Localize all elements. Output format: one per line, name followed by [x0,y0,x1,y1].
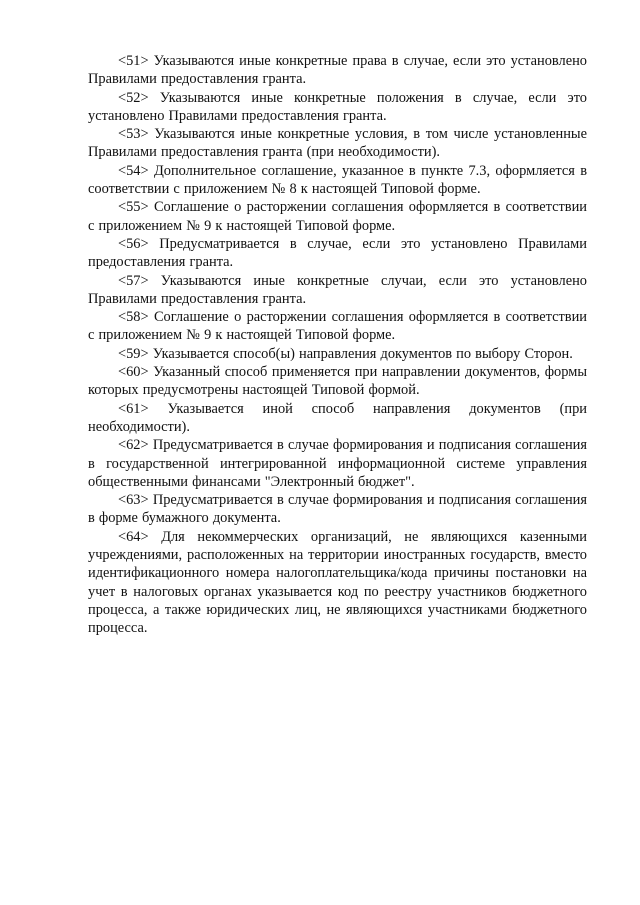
footnote-marker: <64> [118,528,149,545]
footnote-marker: <61> [118,400,149,417]
footnote-text: Предусматривается в случае, если это установлено Правилами предоставления гранта. [88,235,587,271]
footnote-text: Соглашение о расторжении соглашения оформляется в соответствии с приложением № 9 к настоящей Типовой форме. [88,199,587,234]
footnote-marker: <54> [118,162,149,179]
footnote-marker: <52> [118,89,149,106]
footnote-53 [88,125,587,162]
footnote-52 [88,89,587,126]
footnote-61 [88,400,587,437]
footnote-marker: <62> [118,437,149,454]
footnote-text: Указанный способ применяется при направлении документов, формы которых предусмотрены настоящей Типовой формой. [88,364,587,399]
footnote-marker: <57> [118,272,149,289]
footnote-text: Указываются иные конкретные случаи, если это установлено Правилами предоставления гранта. [88,272,587,307]
footnote-text: Указываются иные конкретные права в случае, если это установлено Правилами предоставления гранта. [88,53,587,88]
footnote-text: Предусматривается в случае формирования и подписания соглашения в форме бумажного документа. [88,492,587,527]
footnote-56 [88,235,587,272]
footnote-60 [88,363,587,400]
footnote-text: Указываются иные конкретные условия, в том числе установленные Правилами предоставления гранта (при необходимости). [88,126,587,161]
footnote-text: Указывается иной способ направления документов (при необходимости). [88,400,587,435]
footnote-text: Предусматривается в случае формирования и подписания соглашения в государственной интегрированной информационной системе управления общественными финансами "Электронный бюджет". [88,437,587,490]
footnote-text: Указывается способ(ы) направления документов по выбору Сторон. [152,345,573,362]
footnote-marker: <55> [118,199,149,216]
footnote-marker: <59> [118,345,149,362]
footnote-59 [88,345,587,363]
footnote-51 [88,52,587,89]
footnote-58 [88,308,587,345]
footnote-62 [88,436,587,491]
footnote-text: Соглашение о расторжении соглашения оформляется в соответствии с приложением № 9 к настоящей Типовой форме. [88,309,587,344]
footnote-marker: <60> [118,364,149,381]
footnote-marker: <63> [118,492,149,509]
footnote-63 [88,491,587,528]
footnote-marker: <51> [118,53,149,69]
footnote-64 [88,528,587,638]
footnote-57 [88,272,587,309]
footnote-text: Указываются иные конкретные положения в случае, если это установлено Правилами предоставления гранта. [88,89,587,124]
footnote-54 [88,162,587,199]
footnote-55 [88,198,587,235]
footnote-marker: <58> [118,309,149,326]
footnote-text: Для некоммерческих организаций, не являющихся казенными учреждениями, расположенных на территории иностранных государств, вместо идентификационного номера налогоплательщика/кода причины постановки на учет в налоговых органах указывается код по реестру участников бюджетного процесса, а также юридических лиц, не являющихся участниками бюджетного процесса. [88,528,587,637]
footnote-text: Дополнительное соглашение, указанное в пункте 7.3, оформляется в соответствии с приложением № 8 к настоящей Типовой форме. [88,162,587,198]
footnote-marker: <56> [118,235,149,252]
footnote-marker: <53> [118,126,149,143]
